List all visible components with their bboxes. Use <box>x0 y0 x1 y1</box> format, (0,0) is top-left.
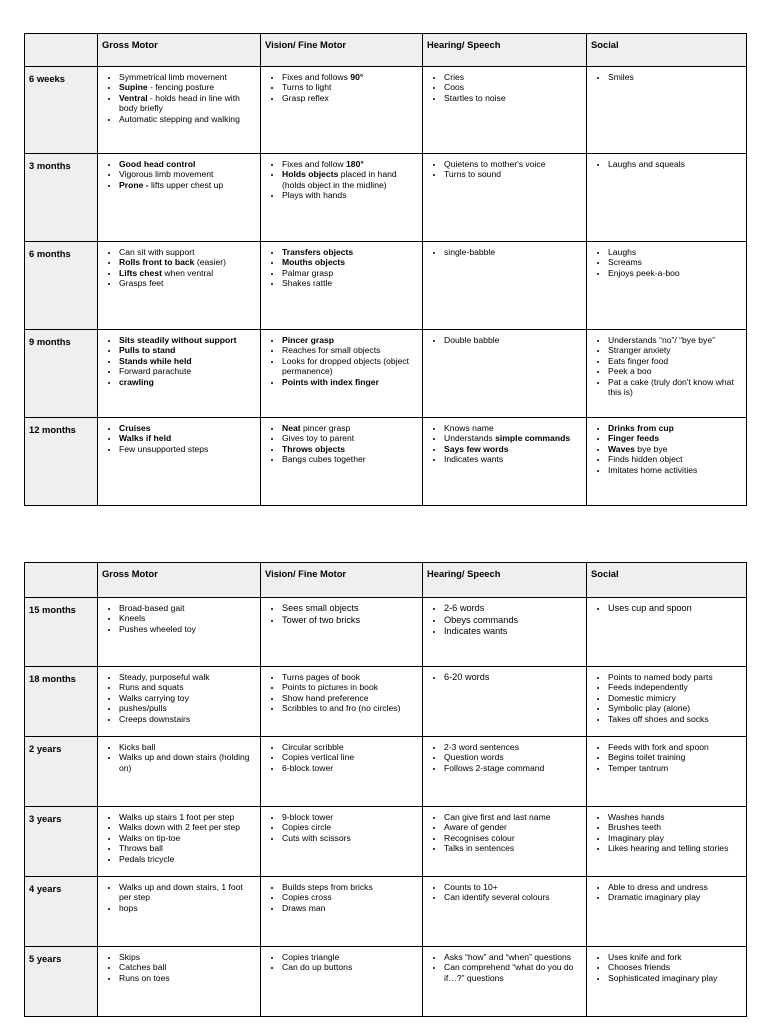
milestone-item: • Copies cross <box>282 892 418 902</box>
gross-motor-cell <box>98 598 261 667</box>
gross-motor-cell <box>98 67 261 154</box>
milestone-item: • Finds hidden object <box>608 454 742 464</box>
vision-fine-motor-list <box>265 159 418 201</box>
table-row <box>25 154 747 242</box>
milestone-item: • Dramatic imaginary play <box>608 892 742 902</box>
emphasis: Rolls front to back <box>119 257 195 268</box>
gross-motor-cell <box>98 877 261 947</box>
milestone-item: • Eats finger food <box>608 356 742 366</box>
milestone-item: • Imitates home activities <box>608 465 742 475</box>
milestone-item: • Throws ball <box>119 843 256 853</box>
vision-fine-motor-cell <box>261 737 423 807</box>
milestone-item: • Uses knife and fork <box>608 952 742 962</box>
milestone-item: • Automatic stepping and walking <box>119 114 256 124</box>
milestone-item: • Recognises colour <box>444 833 582 843</box>
milestone-item: • hops <box>119 903 256 913</box>
emphasis: Finger feeds <box>608 433 660 444</box>
milestone-item: • Sees small objects <box>282 603 418 615</box>
milestone-item: • Points to pictures in book <box>282 682 418 692</box>
social-list <box>591 882 742 903</box>
milestone-item: • Can comprehend “what do you do if…?” questions <box>444 962 582 983</box>
milestone-item: • 2-6 words <box>444 603 582 615</box>
milestone-item: • Builds steps from bricks <box>282 882 418 892</box>
emphasis: Neat <box>282 423 301 433</box>
milestone-item: • Grasp reflex <box>282 93 418 103</box>
milestone-item: • Grasps feet <box>119 278 256 288</box>
vision-fine-motor-list <box>265 72 418 103</box>
milestone-item: • Walks up stairs 1 foot per step <box>119 812 256 822</box>
emphasis: Says few words <box>444 443 509 454</box>
vision-fine-motor-cell <box>261 667 423 737</box>
milestone-item: • Copies vertical line <box>282 752 418 762</box>
milestone-item: • Aware of gender <box>444 822 582 832</box>
gross-motor-cell <box>98 947 261 1017</box>
milestone-item: • Supine - fencing posture <box>119 82 256 92</box>
milestone-item <box>119 159 256 169</box>
milestone-item: • Kneels <box>119 613 256 623</box>
header-cell <box>25 34 98 67</box>
milestone-item: • Shakes rattle <box>282 278 418 288</box>
emphasis: Points with index finger <box>282 376 379 387</box>
milestone-item: • Circular scribble <box>282 742 418 752</box>
age-cell: 3 years <box>25 807 98 877</box>
milestone-item: • Uses cup and spoon <box>608 603 742 615</box>
milestone-item: • Waves bye bye <box>608 444 742 454</box>
emphasis: Good head control <box>119 159 196 169</box>
age-cell: 12 months <box>25 418 98 506</box>
hearing-speech-list <box>427 882 582 903</box>
social-list <box>591 742 742 773</box>
emphasis: Mouths objects <box>282 257 346 268</box>
milestone-item: • Fixes and follow 180° <box>282 159 418 169</box>
vision-fine-motor-cell <box>261 330 423 418</box>
age-cell: 6 months <box>25 242 98 330</box>
milestone-item: • Broad-based gait <box>119 603 256 613</box>
header-cell: Gross Motor <box>98 563 261 598</box>
social-cell <box>587 947 747 1017</box>
social-cell <box>587 67 747 154</box>
table-row <box>25 242 747 330</box>
milestone-item: • Smiles <box>608 72 742 82</box>
emphasis: Sits steadily without support <box>119 335 237 345</box>
gross-motor-list <box>102 603 256 634</box>
header-cell: Hearing/ Speech <box>423 563 587 598</box>
milestone-item <box>282 377 418 387</box>
milestone-item: • Startles to noise <box>444 93 582 103</box>
milestone-item: • Tower of two bricks <box>282 615 418 627</box>
age-cell: 2 years <box>25 737 98 807</box>
hearing-speech-cell <box>423 667 587 737</box>
header-cell: Vision/ Fine Motor <box>261 34 423 67</box>
milestone-item: • Begins toilet training <box>608 752 742 762</box>
vision-fine-motor-cell <box>261 242 423 330</box>
milestone-item: • Likes hearing and telling stories <box>608 843 742 853</box>
milestones-table-toddler <box>24 562 747 1017</box>
emphasis: Prone - <box>119 179 151 190</box>
social-list <box>591 423 742 475</box>
milestone-item: • Washes hands <box>608 812 742 822</box>
age-cell: 3 months <box>25 154 98 242</box>
hearing-speech-cell <box>423 330 587 418</box>
hearing-speech-cell <box>423 877 587 947</box>
table-row <box>25 330 747 418</box>
emphasis: crawling <box>119 376 154 387</box>
vision-fine-motor-cell <box>261 807 423 877</box>
table-row <box>25 418 747 506</box>
milestone-item: • Scribbles to and fro (no circles) <box>282 703 418 713</box>
social-cell <box>587 737 747 807</box>
milestone-item: • 9-block tower <box>282 812 418 822</box>
gross-motor-list <box>102 882 256 913</box>
milestone-item: • Can give first and last name <box>444 812 582 822</box>
milestone-item <box>119 335 256 345</box>
header-cell: Gross Motor <box>98 34 261 67</box>
gross-motor-list <box>102 812 256 864</box>
emphasis: simple commands <box>495 433 571 444</box>
social-cell <box>587 667 747 737</box>
emphasis: 90° <box>350 72 364 82</box>
table-row <box>25 947 747 1017</box>
milestone-item: • Screams <box>608 257 742 267</box>
social-list <box>591 672 742 724</box>
header-cell <box>25 563 98 598</box>
milestone-item: • Cuts with scissors <box>282 833 418 843</box>
hearing-speech-list <box>427 423 582 465</box>
milestone-item: • 6-block tower <box>282 763 418 773</box>
milestone-item: • Turns to sound <box>444 169 582 179</box>
gross-motor-cell <box>98 737 261 807</box>
gross-motor-list <box>102 742 256 773</box>
milestone-item: • Bangs cubes together <box>282 454 418 464</box>
hearing-speech-cell <box>423 242 587 330</box>
vision-fine-motor-cell <box>261 947 423 1017</box>
hearing-speech-cell <box>423 154 587 242</box>
emphasis: Walks if held <box>119 433 172 444</box>
milestone-item: • Understands “no”/ “bye bye” <box>608 335 742 345</box>
gross-motor-cell <box>98 242 261 330</box>
milestone-item: • Walks down with 2 feet per step <box>119 822 256 832</box>
milestone-item: • Can do up buttons <box>282 962 418 972</box>
hearing-speech-cell <box>423 418 587 506</box>
age-cell: 5 years <box>25 947 98 1017</box>
milestone-item: • Understands simple commands <box>444 433 582 443</box>
table-body <box>25 563 747 1017</box>
emphasis: Stands while held <box>119 355 192 366</box>
milestone-item: • Palmar grasp <box>282 268 418 278</box>
gross-motor-list <box>102 247 256 289</box>
social-list <box>591 603 742 615</box>
hearing-speech-cell <box>423 737 587 807</box>
vision-fine-motor-list <box>265 672 418 714</box>
header-cell: Social <box>587 563 747 598</box>
social-list <box>591 72 742 82</box>
milestone-item <box>282 335 418 345</box>
milestone-item: • Plays with hands <box>282 190 418 200</box>
milestone-item: • 6-20 words <box>444 672 582 684</box>
milestone-item: • Runs on toes <box>119 973 256 983</box>
social-list <box>591 335 742 397</box>
milestone-item: • Copies circle <box>282 822 418 832</box>
table-row <box>25 807 747 877</box>
social-cell <box>587 330 747 418</box>
milestone-item <box>282 257 418 267</box>
milestone-item <box>119 433 256 443</box>
milestone-item <box>608 433 742 443</box>
header-cell: Social <box>587 34 747 67</box>
hearing-speech-list <box>427 247 582 257</box>
age-cell: 6 weeks <box>25 67 98 154</box>
milestone-item <box>282 444 418 454</box>
milestone-item: • Reaches for small objects <box>282 345 418 355</box>
milestones-table-infant <box>24 33 747 506</box>
milestone-item: • pushes/pulls <box>119 703 256 713</box>
milestone-item: • Lifts chest when ventral <box>119 268 256 278</box>
milestone-item: • Feeds independently <box>608 682 742 692</box>
age-cell: 15 months <box>25 598 98 667</box>
social-cell <box>587 242 747 330</box>
milestone-item: • Rolls front to back (easier) <box>119 257 256 267</box>
header-row <box>25 563 747 598</box>
hearing-speech-list <box>427 672 582 684</box>
emphasis: Pulls to stand <box>119 345 176 356</box>
gross-motor-list <box>102 72 256 124</box>
milestone-item: • Steady, purposeful walk <box>119 672 256 682</box>
milestone-item: • Turns pages of book <box>282 672 418 682</box>
milestone-item: • Obeys commands <box>444 615 582 627</box>
milestone-item: • Counts to 10+ <box>444 882 582 892</box>
milestone-item: • Feeds with fork and spoon <box>608 742 742 752</box>
emphasis: Holds objects <box>282 169 339 180</box>
gross-motor-cell <box>98 807 261 877</box>
milestone-item: • Few unsupported steps <box>119 444 256 454</box>
emphasis: Supine <box>119 82 148 93</box>
gross-motor-cell <box>98 330 261 418</box>
milestone-item: • Walks on tip-toe <box>119 833 256 843</box>
emphasis: Transfers objects <box>282 247 354 257</box>
milestone-item: • Temper tantrum <box>608 763 742 773</box>
social-list <box>591 812 742 854</box>
hearing-speech-list <box>427 603 582 638</box>
table-row <box>25 877 747 947</box>
milestone-item: • Laughs <box>608 247 742 257</box>
milestone-item: • Asks “how” and “when” questions <box>444 952 582 962</box>
milestone-item: • Vigorous limb movement <box>119 169 256 179</box>
milestone-item: • Pedals tricycle <box>119 854 256 864</box>
milestone-item: • Quietens to mother's voice <box>444 159 582 169</box>
emphasis: Cruises <box>119 423 151 433</box>
vision-fine-motor-list <box>265 247 418 289</box>
milestone-item <box>119 345 256 355</box>
vision-fine-motor-list <box>265 952 418 973</box>
vision-fine-motor-list <box>265 882 418 913</box>
milestone-item <box>119 423 256 433</box>
milestone-item: • Takes off shoes and socks <box>608 714 742 724</box>
vision-fine-motor-cell <box>261 877 423 947</box>
milestone-item: • Chooses friends <box>608 962 742 972</box>
milestone-item: • Holds objects placed in hand (holds object in the midline) <box>282 169 418 190</box>
emphasis: 180° <box>346 159 364 169</box>
vision-fine-motor-cell <box>261 67 423 154</box>
milestone-item: • Gives toy to parent <box>282 433 418 443</box>
hearing-speech-list <box>427 335 582 345</box>
hearing-speech-cell <box>423 947 587 1017</box>
gross-motor-list <box>102 335 256 387</box>
hearing-speech-list <box>427 159 582 180</box>
milestone-item: • Brushes teeth <box>608 822 742 832</box>
age-cell: 18 months <box>25 667 98 737</box>
milestone-item: • Stranger anxiety <box>608 345 742 355</box>
milestone-item: • Prone - lifts upper chest up <box>119 180 256 190</box>
vision-fine-motor-cell <box>261 154 423 242</box>
milestone-item <box>119 377 256 387</box>
milestone-item: • Imaginary play <box>608 833 742 843</box>
vision-fine-motor-list <box>265 742 418 773</box>
milestone-item: • Can identify several colours <box>444 892 582 902</box>
hearing-speech-list <box>427 952 582 983</box>
milestone-item: • 2-3 word sentences <box>444 742 582 752</box>
milestone-item: • Creeps downstairs <box>119 714 256 724</box>
milestone-item <box>444 444 582 454</box>
milestone-item: • Copies triangle <box>282 952 418 962</box>
milestone-item: • Can sit with support <box>119 247 256 257</box>
milestone-item: • Catches ball <box>119 962 256 972</box>
table-row <box>25 67 747 154</box>
social-list <box>591 247 742 278</box>
milestone-item: • Runs and squats <box>119 682 256 692</box>
milestone-item: • Talks in sentences <box>444 843 582 853</box>
gross-motor-list <box>102 952 256 983</box>
milestone-item: • Ventral - holds head in line with body briefly <box>119 93 256 114</box>
milestone-item: • Pat a cake (truly don't know what this is) <box>608 377 742 398</box>
milestone-item: • Fixes and follows 90° <box>282 72 418 82</box>
milestone-item: • Points to named body parts <box>608 672 742 682</box>
emphasis: Waves <box>608 443 635 454</box>
milestone-item: • Looks for dropped objects (object permanence) <box>282 356 418 377</box>
milestone-item: • Enjoys peek-a-boo <box>608 268 742 278</box>
table-row <box>25 598 747 667</box>
milestone-item: • Domestic mimicry <box>608 693 742 703</box>
hearing-speech-list <box>427 72 582 103</box>
milestone-item: • Skips <box>119 952 256 962</box>
gross-motor-cell <box>98 154 261 242</box>
milestone-item: • Laughs and squeals <box>608 159 742 169</box>
milestone-item <box>119 356 256 366</box>
social-list <box>591 159 742 169</box>
milestone-item: • Cries <box>444 72 582 82</box>
vision-fine-motor-list <box>265 335 418 387</box>
milestone-item: • Walks up and down stairs, 1 foot per step <box>119 882 256 903</box>
milestone-item: • Follows 2-stage command <box>444 763 582 773</box>
emphasis: Drinks from cup <box>608 423 674 433</box>
milestone-item: • single-babble <box>444 247 582 257</box>
milestone-item: • Walks up and down stairs (holding on) <box>119 752 256 773</box>
emphasis: Throws objects <box>282 443 346 454</box>
social-list <box>591 952 742 983</box>
milestone-item: • Kicks ball <box>119 742 256 752</box>
milestone-item <box>608 423 742 433</box>
milestone-item: • Pushes wheeled toy <box>119 624 256 634</box>
vision-fine-motor-list <box>265 603 418 626</box>
milestone-item: • Show hand preference <box>282 693 418 703</box>
milestone-item: • Neat pincer grasp <box>282 423 418 433</box>
header-row <box>25 34 747 67</box>
milestone-item: • Question words <box>444 752 582 762</box>
social-cell <box>587 598 747 667</box>
milestone-item: • Able to dress and undress <box>608 882 742 892</box>
table-row <box>25 737 747 807</box>
gross-motor-cell <box>98 667 261 737</box>
header-cell: Hearing/ Speech <box>423 34 587 67</box>
vision-fine-motor-list <box>265 423 418 465</box>
vision-fine-motor-list <box>265 812 418 843</box>
vision-fine-motor-cell <box>261 418 423 506</box>
milestone-item: • Turns to light <box>282 82 418 92</box>
gross-motor-list <box>102 159 256 190</box>
gross-motor-list <box>102 672 256 724</box>
hearing-speech-list <box>427 742 582 773</box>
milestone-item: • Symmetrical limb movement <box>119 72 256 82</box>
milestone-item <box>282 247 418 257</box>
table-row <box>25 667 747 737</box>
emphasis: Pincer grasp <box>282 335 335 345</box>
hearing-speech-list <box>427 812 582 854</box>
milestone-item: • Indicates wants <box>444 626 582 638</box>
emphasis: Lifts chest <box>119 267 162 278</box>
gross-motor-cell <box>98 418 261 506</box>
vision-fine-motor-cell <box>261 598 423 667</box>
social-cell <box>587 418 747 506</box>
milestone-item: • Forward parachute <box>119 366 256 376</box>
milestone-item: • Double babble <box>444 335 582 345</box>
milestone-item: • Symbolic play (alone) <box>608 703 742 713</box>
milestone-item: • Sophisticated imaginary play <box>608 973 742 983</box>
milestone-item: • Indicates wants <box>444 454 582 464</box>
age-cell: 4 years <box>25 877 98 947</box>
gross-motor-list <box>102 423 256 454</box>
emphasis: Ventral <box>119 92 148 103</box>
social-cell <box>587 807 747 877</box>
milestone-item: • Knows name <box>444 423 582 433</box>
header-cell: Vision/ Fine Motor <box>261 563 423 598</box>
milestone-item: • Walks carrying toy <box>119 693 256 703</box>
hearing-speech-cell <box>423 67 587 154</box>
age-cell: 9 months <box>25 330 98 418</box>
milestone-item: • Coos <box>444 82 582 92</box>
social-cell <box>587 154 747 242</box>
milestone-item: • Draws man <box>282 903 418 913</box>
table-body <box>25 34 747 506</box>
milestone-item: • Peek a boo <box>608 366 742 376</box>
hearing-speech-cell <box>423 598 587 667</box>
social-cell <box>587 877 747 947</box>
hearing-speech-cell <box>423 807 587 877</box>
